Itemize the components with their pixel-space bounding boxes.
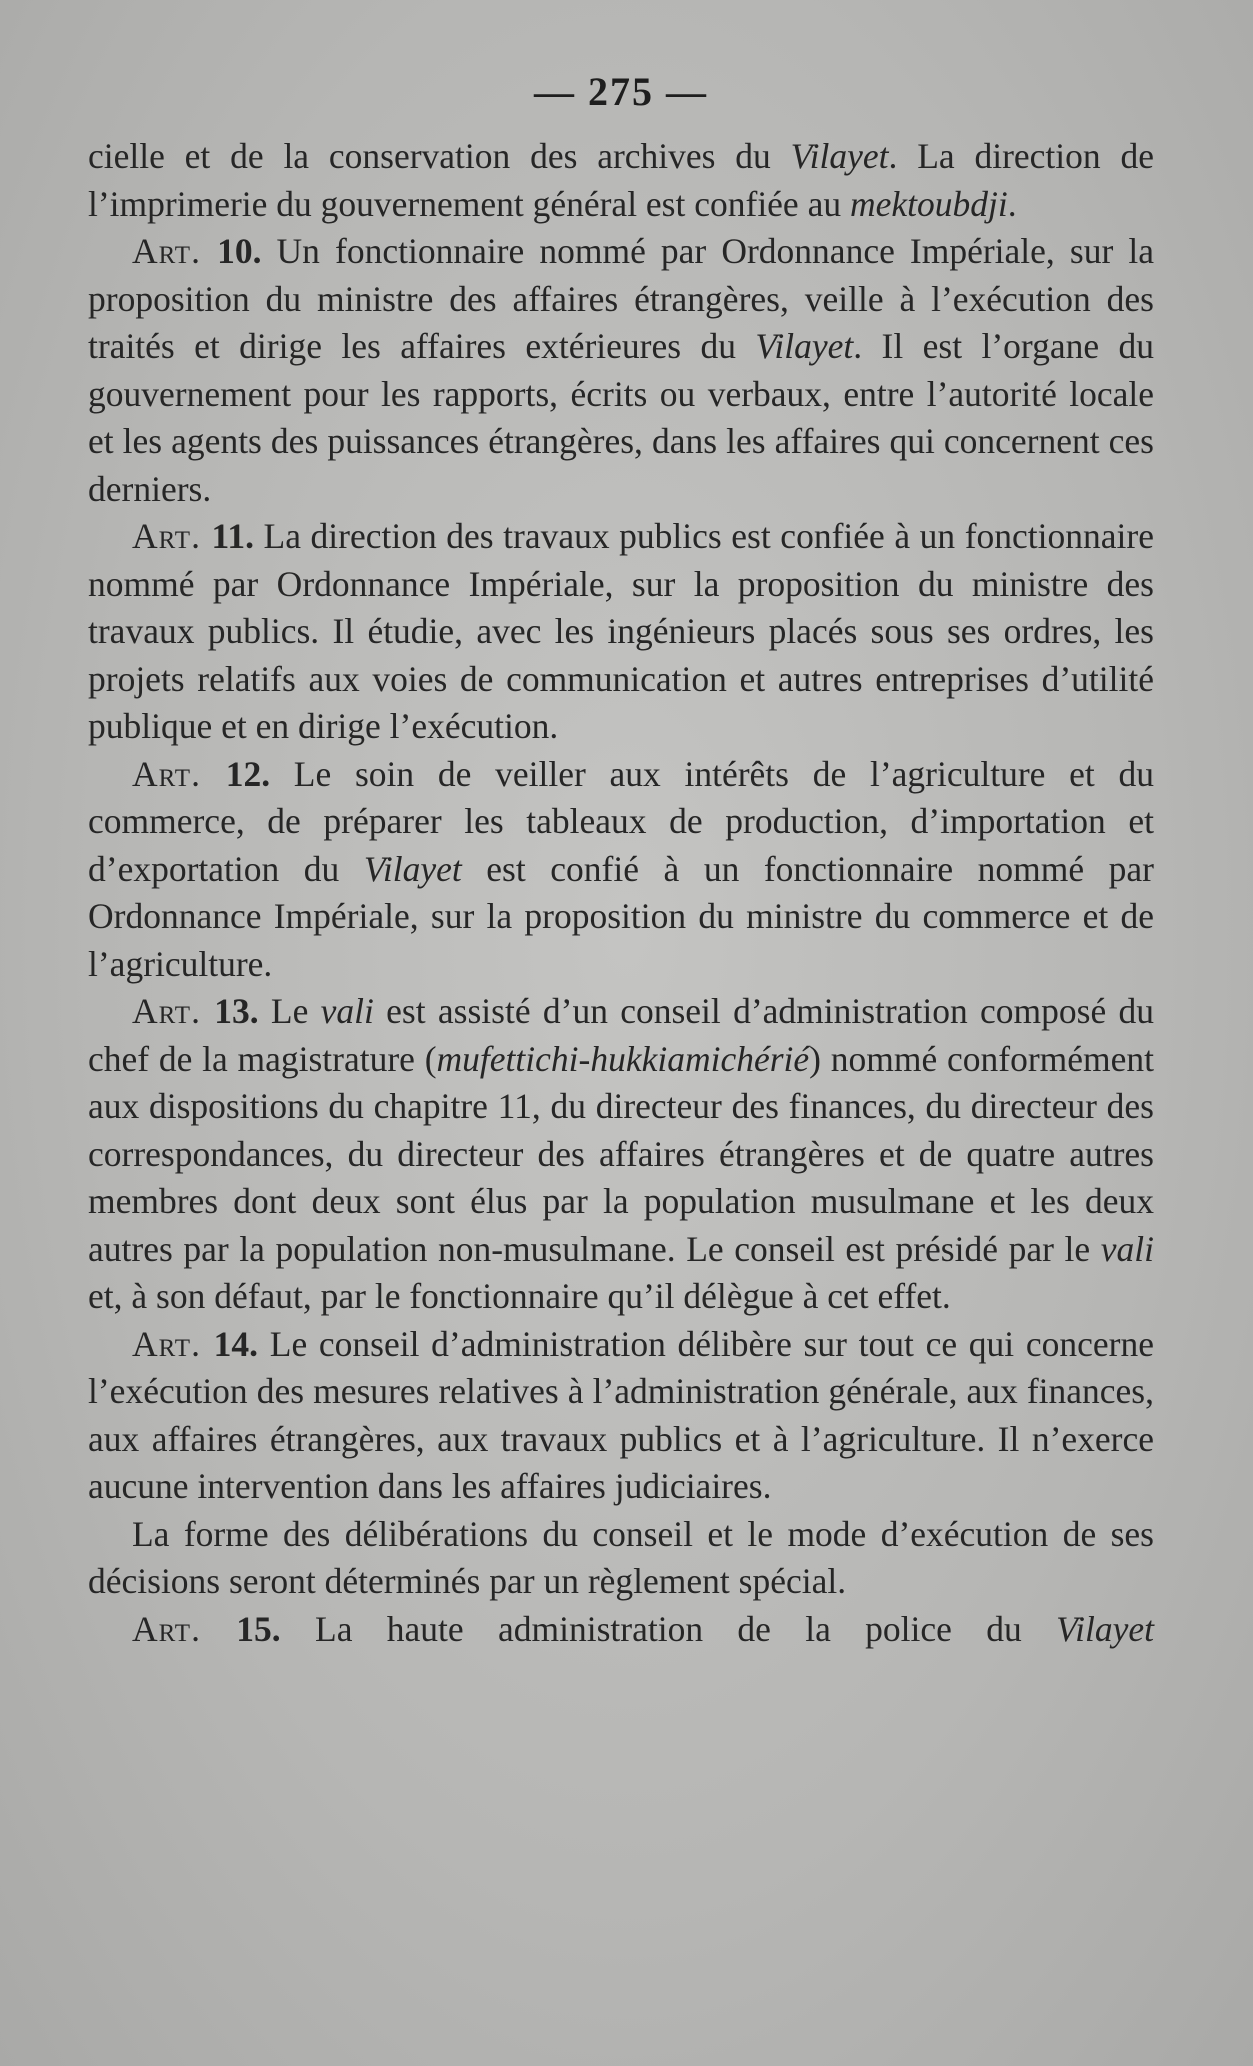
article-label: Art. — [132, 991, 215, 1031]
text-paragraph — [88, 133, 1154, 228]
article-number: 15. — [236, 1608, 281, 1649]
italic-term: Vilayet — [363, 848, 462, 889]
text-run: est confié à un fonctionnaire nommé par Ordonnance Impériale, sur la proposition du ministre du commerce et de l’agriculture. — [88, 848, 1155, 984]
text-run: Un fonctionnaire nommé par Ordonnance Impériale, sur la proposition du ministre des affaires étrangères, veille à l’exécution des traités et dirige les affaires extérieures du — [88, 231, 1154, 366]
article-paragraph — [88, 751, 1154, 989]
article-number: 12. — [225, 753, 271, 794]
italic-term: vali — [320, 991, 374, 1031]
italic-term: Vilayet — [1056, 1608, 1154, 1649]
text-run: Le — [258, 991, 321, 1031]
text-run: et, à son défaut, par le fonctionnaire qu’il délègue à cet effet. — [88, 1276, 951, 1316]
text-run: La haute administration de la police du — [280, 1608, 1057, 1649]
text-run: . Il est l’organe du gouvernement pour les rapports, écrits ou verbaux, entre l’autorité locale et les agents des puissances étrangères, dans les affaires qui concernent ces derniers. — [88, 326, 1154, 509]
text-run: Le conseil d’administration délibère sur tout ce qui concerne l’exécution des mesures relatives à l’administration générale, aux finances, aux affaires étrangères, aux travaux publics et à l’agriculture. Il n’exerce aucune intervention dans les affaires judiciaires. — [88, 1323, 1154, 1506]
italic-term: vali — [1100, 1228, 1154, 1269]
italic-term: Vilayet — [755, 326, 854, 366]
text-run: . La direction de l’imprimerie du gouvernement général est confiée au — [88, 136, 1154, 224]
book-page — [88, 68, 1154, 1653]
text-run: est assisté d’un conseil d’administration composé du chef de la magistrature ( — [88, 991, 1154, 1079]
italic-term: mektoubdji — [849, 183, 1008, 224]
text-run: ) nommé conformément aux dispositions du chapitre 11, du directeur des finances, du directeur des correspondances, du directeur des affaires étrangères et de quatre autres membres dont deux sont élus par la population musulmane et les deux autres par la population non-musulmane. Le conseil est présidé par le — [88, 1038, 1154, 1269]
text-run: . — [1007, 183, 1017, 224]
article-label: Art. — [132, 516, 212, 556]
text-run: cielle et de la conservation des archives du — [88, 136, 791, 176]
article-number: 14. — [213, 1323, 259, 1364]
text-run: La forme des délibérations du conseil et le mode d’exécution de ses décisions seront déterminés par un règlement spécial. — [88, 1513, 1154, 1601]
article-number: 10. — [217, 231, 262, 271]
article-paragraph — [88, 1321, 1154, 1511]
page-number: — 275 — — [534, 69, 708, 114]
body-text — [88, 133, 1154, 1653]
article-paragraph — [88, 228, 1154, 513]
article-paragraph — [88, 513, 1154, 751]
article-label: Art. — [132, 1608, 237, 1649]
article-number: 13. — [214, 991, 259, 1031]
text-run: La direction des travaux publics est confiée à un fonctionnaire nommé par Ordonnance Impériale, sur la proposition du ministre des travaux publics. Il étudie, avec les ingénieurs placés sous ses ordres, les projets relatifs aux voies de communication et autres entreprises d’utilité publique et en dirige l’exécution. — [88, 516, 1154, 746]
text-run: Le soin de veiller aux intérêts de l’agriculture et du commerce, de préparer les tableaux de production, d’importation et d’exportation du — [88, 753, 1154, 889]
article-label: Art. — [132, 1323, 214, 1364]
italic-term: mufettichi-hukkiamichérié — [436, 1038, 810, 1079]
article-paragraph — [88, 1606, 1154, 1654]
article-label: Art. — [132, 753, 226, 794]
italic-term: Vilayet — [790, 136, 889, 176]
article-number: 11. — [211, 516, 254, 556]
text-paragraph — [88, 1511, 1154, 1606]
article-paragraph — [88, 988, 1154, 1321]
article-label: Art. — [132, 231, 218, 271]
